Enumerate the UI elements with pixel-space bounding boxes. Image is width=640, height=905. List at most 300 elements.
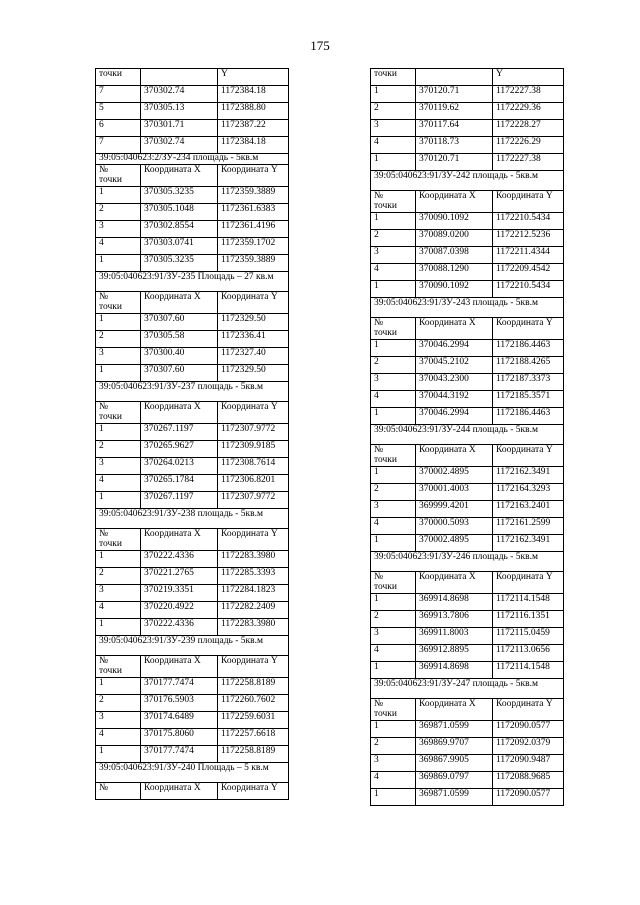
table-row <box>371 391 564 408</box>
coordinate-x: 369999.4201 <box>416 501 493 518</box>
point-number-word: точки <box>374 582 398 592</box>
table-row <box>96 711 289 728</box>
coordinate-y: 1172307.9772 <box>218 423 289 440</box>
coordinate-y: 1172359.3889 <box>218 254 289 271</box>
coordinate-x: 370001.4003 <box>416 484 493 501</box>
point-number: 1 <box>96 254 141 271</box>
point-number-header: № <box>96 782 141 799</box>
coordinate-y: 1172227.38 <box>493 86 564 103</box>
coordinate-y: 1172161.2599 <box>493 518 564 535</box>
point-number-word: точки <box>99 538 123 549</box>
parcel-title-row <box>96 271 289 291</box>
table-row <box>371 357 564 374</box>
coordinate-x-header: Координата X <box>141 291 218 313</box>
coordinate-x-header-empty <box>416 69 493 86</box>
point-number: 4 <box>371 645 416 662</box>
table-row <box>371 662 564 679</box>
coordinate-x: 370120.71 <box>416 154 493 171</box>
table-row <box>371 645 564 662</box>
point-number-header: точки <box>96 69 141 86</box>
coordinate-x: 370117.64 <box>416 120 493 137</box>
coordinate-x: 370307.60 <box>141 313 218 330</box>
coordinate-x: 369912.8895 <box>416 645 493 662</box>
point-number: 2 <box>371 357 416 374</box>
coordinate-x: 370301.71 <box>141 120 218 137</box>
table-row <box>371 518 564 535</box>
table-row <box>371 230 564 247</box>
point-number-symbol: № <box>99 401 109 412</box>
point-number-word: точки <box>99 174 123 185</box>
point-number: 2 <box>371 484 416 501</box>
table-row <box>371 154 564 171</box>
coordinate-x: 370267.1197 <box>141 491 218 508</box>
coordinate-x: 370222.4336 <box>141 618 218 635</box>
coordinate-x: 370000.5093 <box>416 518 493 535</box>
coordinate-x: 370305.13 <box>141 103 218 120</box>
table-row <box>96 618 289 635</box>
table-row <box>96 186 289 203</box>
table-row <box>96 103 289 120</box>
point-number: 3 <box>371 501 416 518</box>
table-header-row <box>96 401 289 423</box>
coordinate-y-header: Координата Y <box>218 291 289 313</box>
coordinate-y: 1172257.6618 <box>218 728 289 745</box>
table-row <box>96 728 289 745</box>
coordinate-y: 1172229.36 <box>493 103 564 120</box>
point-number: 4 <box>371 137 416 154</box>
point-number: 1 <box>371 408 416 425</box>
coordinate-y: 1172188.4265 <box>493 357 564 374</box>
coordinate-x: 370302.8554 <box>141 220 218 237</box>
point-number: 4 <box>96 601 141 618</box>
point-number: 3 <box>96 711 141 728</box>
coordinate-y: 1172186.4463 <box>493 408 564 425</box>
coordinate-x: 370265.1784 <box>141 474 218 491</box>
coordinate-x: 369871.0599 <box>416 721 493 738</box>
point-number-header <box>371 572 416 594</box>
parcel-title-row <box>371 679 564 699</box>
point-number: 3 <box>371 247 416 264</box>
table-row <box>96 347 289 364</box>
point-number: 1 <box>96 313 141 330</box>
coordinate-x: 370177.7474 <box>141 677 218 694</box>
point-number: 1 <box>96 186 141 203</box>
point-number-symbol: № <box>99 528 109 539</box>
point-number: 2 <box>371 103 416 120</box>
coordinate-y: 1172090.0577 <box>493 721 564 738</box>
table-row <box>96 86 289 103</box>
table-header-row <box>371 572 564 594</box>
point-number-word: точки <box>374 328 398 338</box>
coordinate-y: 1172283.3980 <box>218 618 289 635</box>
coordinate-y: 1172114.1548 <box>493 594 564 611</box>
coordinate-y: 1172384.18 <box>218 86 289 103</box>
point-number-word: точки <box>99 411 123 422</box>
table-row <box>96 423 289 440</box>
coordinate-y: 1172162.3491 <box>493 535 564 552</box>
coordinate-y-header: Y <box>493 69 564 86</box>
coordinate-x: 370174.6489 <box>141 711 218 728</box>
parcel-title: 39:05:040623:2/ЗУ-234 площадь - 5кв.м <box>96 154 289 165</box>
right-coordinate-column <box>370 68 564 806</box>
table-row <box>371 264 564 281</box>
coordinate-y: 1172327.40 <box>218 347 289 364</box>
coordinate-y: 1172308.7614 <box>218 457 289 474</box>
point-number-word: точки <box>374 455 398 465</box>
table-row <box>371 281 564 298</box>
coordinate-x: 370267.1197 <box>141 423 218 440</box>
coordinate-x: 370090.1092 <box>416 213 493 230</box>
point-number: 4 <box>371 518 416 535</box>
point-number-symbol: № <box>374 572 384 582</box>
table-row <box>371 535 564 552</box>
point-number: 1 <box>96 423 141 440</box>
parcel-title: 39:05:040623:91/ЗУ-246 площадь - 5кв.м <box>371 552 564 572</box>
coordinate-y-header: Координата Y <box>218 164 289 186</box>
coordinate-y: 1172283.3980 <box>218 550 289 567</box>
coordinate-x: 370221.2765 <box>141 567 218 584</box>
coordinate-x-header: Координата X <box>141 528 218 550</box>
coordinate-y: 1172113.0656 <box>493 645 564 662</box>
coordinate-y: 1172282.2409 <box>218 601 289 618</box>
parcel-title-row <box>371 425 564 445</box>
point-number: 2 <box>96 440 141 457</box>
table-row <box>96 745 289 762</box>
coordinate-y: 1172361.6383 <box>218 203 289 220</box>
point-number: 6 <box>96 120 141 137</box>
coordinate-x: 370265.9627 <box>141 440 218 457</box>
point-number-word: точки <box>374 201 398 211</box>
coordinate-y: 1172187.3373 <box>493 374 564 391</box>
point-number: 4 <box>371 772 416 789</box>
table-row <box>371 137 564 154</box>
point-number: 1 <box>96 550 141 567</box>
coordinate-y: 1172226.29 <box>493 137 564 154</box>
coordinate-x: 370307.60 <box>141 364 218 381</box>
table-row <box>371 408 564 425</box>
table-row <box>371 247 564 264</box>
coordinate-x-header: Координата X <box>141 782 218 799</box>
table-row <box>371 484 564 501</box>
coordinate-x-header: Координата X <box>141 401 218 423</box>
table-row <box>371 501 564 518</box>
point-number: 2 <box>96 330 141 347</box>
point-number: 7 <box>96 86 141 103</box>
coordinate-x: 370302.74 <box>141 137 218 154</box>
coordinate-y: 1172336.41 <box>218 330 289 347</box>
parcel-title: 39:05:040623:91/ЗУ-235 Площадь – 27 кв.м <box>96 271 289 291</box>
point-number-header <box>96 164 141 186</box>
coordinate-y: 1172088.9685 <box>493 772 564 789</box>
coordinate-y: 1172306.8201 <box>218 474 289 491</box>
coordinate-y: 1172227.38 <box>493 154 564 171</box>
parcel-title: 39:05:040623:91/ЗУ-239 площадь - 5кв.м <box>96 635 289 655</box>
table-header-row <box>96 291 289 313</box>
coordinate-x: 370303.0741 <box>141 237 218 254</box>
coordinate-y-header: Координата Y <box>218 782 289 799</box>
parcel-title-row <box>371 298 564 318</box>
table-row <box>371 789 564 806</box>
coordinate-y: 1172329.50 <box>218 364 289 381</box>
coordinate-y-header: Y <box>218 69 289 86</box>
coordinate-y: 1172285.3393 <box>218 567 289 584</box>
table-row <box>371 594 564 611</box>
point-number: 3 <box>371 374 416 391</box>
coordinate-x: 370305.3235 <box>141 186 218 203</box>
coordinate-x: 370175.8060 <box>141 728 218 745</box>
coordinate-y-header: Координата Y <box>493 445 564 467</box>
coordinate-y: 1172116.1351 <box>493 611 564 628</box>
parcel-title-row <box>96 154 289 165</box>
table-row <box>371 86 564 103</box>
point-number: 4 <box>371 391 416 408</box>
coordinate-x: 370176.5903 <box>141 694 218 711</box>
point-number: 4 <box>96 237 141 254</box>
left-coordinate-column <box>95 68 289 800</box>
coordinate-x: 370088.1290 <box>416 264 493 281</box>
coordinate-x: 369914.8698 <box>416 662 493 679</box>
table-row <box>96 220 289 237</box>
coordinate-y: 1172115.0459 <box>493 628 564 645</box>
table-row <box>96 330 289 347</box>
coordinate-x: 370089.0200 <box>416 230 493 247</box>
coordinate-x-header: Координата X <box>416 699 493 721</box>
point-number: 1 <box>371 721 416 738</box>
parcel-title: 39:05:040623:91/ЗУ-238 площадь - 5кв.м <box>96 508 289 528</box>
coordinate-y: 1172092.0379 <box>493 738 564 755</box>
table-row <box>96 491 289 508</box>
coordinate-x: 369913.7806 <box>416 611 493 628</box>
coordinate-x: 370300.40 <box>141 347 218 364</box>
coordinate-x: 370219.3351 <box>141 584 218 601</box>
parcel-title: 39:05:040623:91/ЗУ-247 площадь - 5кв.м <box>371 679 564 699</box>
point-number-symbol: № <box>99 291 109 302</box>
table-row <box>371 340 564 357</box>
coordinate-y: 1172210.5434 <box>493 281 564 298</box>
point-number-word: точки <box>374 709 398 719</box>
coordinate-x: 370046.2994 <box>416 408 493 425</box>
point-number-header <box>371 445 416 467</box>
coordinate-x: 370302.74 <box>141 86 218 103</box>
table-row <box>371 103 564 120</box>
point-number: 1 <box>96 491 141 508</box>
coordinate-x: 370120.71 <box>416 86 493 103</box>
point-number: 1 <box>371 789 416 806</box>
table-row <box>96 203 289 220</box>
coordinate-x: 370046.2994 <box>416 340 493 357</box>
point-number-symbol: № <box>374 318 384 328</box>
table-row <box>96 364 289 381</box>
table-row <box>371 374 564 391</box>
point-number-header <box>96 655 141 677</box>
parcel-title-row <box>96 762 289 782</box>
table-row <box>96 237 289 254</box>
coordinate-y: 1172090.9487 <box>493 755 564 772</box>
table-row <box>96 677 289 694</box>
table-row <box>371 738 564 755</box>
coordinate-x-header: Координата X <box>141 655 218 677</box>
left-coordinate-table <box>95 68 289 800</box>
coordinate-y: 1172090.0577 <box>493 789 564 806</box>
parcel-title: 39:05:040623:91/ЗУ-243 площадь - 5кв.м <box>371 298 564 318</box>
coordinate-x: 370087.0398 <box>416 247 493 264</box>
table-header-row <box>96 528 289 550</box>
point-number: 2 <box>371 738 416 755</box>
point-number-word: точки <box>99 301 123 312</box>
coordinate-x-header: Координата X <box>416 191 493 213</box>
coordinate-y: 1172284.1823 <box>218 584 289 601</box>
point-number: 2 <box>371 611 416 628</box>
parcel-title-row <box>96 381 289 401</box>
table-header-row <box>96 782 289 799</box>
coordinate-y: 1172259.6031 <box>218 711 289 728</box>
coordinate-x-header: Координата X <box>141 164 218 186</box>
point-number: 1 <box>371 154 416 171</box>
right-coordinate-table <box>370 68 564 806</box>
parcel-title-row <box>371 171 564 191</box>
coordinate-x: 369869.9707 <box>416 738 493 755</box>
table-row <box>96 694 289 711</box>
coordinate-y-header: Координата Y <box>218 401 289 423</box>
point-number: 1 <box>371 467 416 484</box>
coordinate-x: 370002.4895 <box>416 467 493 484</box>
coordinate-y: 1172388.80 <box>218 103 289 120</box>
coordinate-y-header: Координата Y <box>493 699 564 721</box>
coordinate-x: 369871.0599 <box>416 789 493 806</box>
coordinate-x: 369911.8003 <box>416 628 493 645</box>
coordinate-x: 370305.3235 <box>141 254 218 271</box>
parcel-title-row <box>371 552 564 572</box>
point-number: 1 <box>96 364 141 381</box>
point-number: 1 <box>371 213 416 230</box>
table-row <box>96 137 289 154</box>
parcel-title: 39:05:040623:91/ЗУ-242 площадь - 5кв.м <box>371 171 564 191</box>
point-number: 1 <box>371 594 416 611</box>
table-row <box>371 213 564 230</box>
coordinate-x: 370220.4922 <box>141 601 218 618</box>
point-number: 1 <box>96 677 141 694</box>
coordinate-y: 1172164.3293 <box>493 484 564 501</box>
table-row <box>371 772 564 789</box>
point-number: 1 <box>371 535 416 552</box>
coordinate-y: 1172260.7602 <box>218 694 289 711</box>
table-header-row <box>371 699 564 721</box>
coordinate-y: 1172163.2401 <box>493 501 564 518</box>
table-row <box>96 440 289 457</box>
coordinate-x: 370045.2102 <box>416 357 493 374</box>
point-number: 3 <box>96 347 141 364</box>
table-row <box>371 611 564 628</box>
table-header-row <box>96 164 289 186</box>
point-number: 2 <box>96 694 141 711</box>
page-number: 175 <box>310 38 330 53</box>
point-number: 3 <box>371 628 416 645</box>
table-row <box>96 313 289 330</box>
table-row <box>96 474 289 491</box>
point-number-header <box>96 291 141 313</box>
coordinate-x: 369914.8698 <box>416 594 493 611</box>
coordinate-y: 1172212.5236 <box>493 230 564 247</box>
coordinate-x: 370119.62 <box>416 103 493 120</box>
table-header-row <box>371 191 564 213</box>
table-row <box>96 254 289 271</box>
point-number: 2 <box>96 567 141 584</box>
coordinate-y: 1172162.3491 <box>493 467 564 484</box>
coordinate-y-header: Координата Y <box>493 318 564 340</box>
coordinate-y-header: Координата Y <box>218 655 289 677</box>
point-number: 1 <box>371 281 416 298</box>
table-row <box>371 755 564 772</box>
point-number-header: точки <box>371 69 416 86</box>
point-number-header <box>96 401 141 423</box>
table-row <box>96 120 289 137</box>
point-number-symbol: № <box>99 164 109 175</box>
coordinate-y: 1172210.5434 <box>493 213 564 230</box>
table-row <box>96 550 289 567</box>
parcel-title: 39:05:040623:91/ЗУ-244 площадь - 5кв.м <box>371 425 564 445</box>
coordinate-y: 1172309.9185 <box>218 440 289 457</box>
coordinate-x: 370118.73 <box>416 137 493 154</box>
point-number: 2 <box>371 230 416 247</box>
point-number-header <box>371 318 416 340</box>
table-row <box>96 584 289 601</box>
point-number: 2 <box>96 203 141 220</box>
coordinate-y: 1172359.3889 <box>218 186 289 203</box>
coordinate-y: 1172258.8189 <box>218 745 289 762</box>
table-header-row <box>96 655 289 677</box>
coordinate-y: 1172209.4542 <box>493 264 564 281</box>
table-header-row-continued <box>371 69 564 86</box>
point-number: 1 <box>371 340 416 357</box>
table-header-row-continued <box>96 69 289 86</box>
coordinate-y: 1172387.22 <box>218 120 289 137</box>
parcel-title: 39:05:040623:91/ЗУ-237 площадь - 5кв.м <box>96 381 289 401</box>
coordinate-y: 1172329.50 <box>218 313 289 330</box>
point-number: 3 <box>371 755 416 772</box>
coordinate-y: 1172359.1702 <box>218 237 289 254</box>
coordinate-y: 1172307.9772 <box>218 491 289 508</box>
coordinate-x: 370264.0213 <box>141 457 218 474</box>
coordinate-y-header: Координата Y <box>493 572 564 594</box>
table-row <box>371 628 564 645</box>
coordinate-y: 1172258.8189 <box>218 677 289 694</box>
coordinate-x-header: Координата X <box>416 318 493 340</box>
point-number: 4 <box>371 264 416 281</box>
coordinate-x: 370090.1092 <box>416 281 493 298</box>
coordinate-x-header-empty <box>141 69 218 86</box>
point-number: 1 <box>96 618 141 635</box>
coordinate-y: 1172185.3571 <box>493 391 564 408</box>
coordinate-y: 1172384.18 <box>218 137 289 154</box>
table-row <box>371 467 564 484</box>
point-number-symbol: № <box>374 191 384 201</box>
coordinate-x-header: Координата X <box>416 572 493 594</box>
coordinate-x: 370305.1048 <box>141 203 218 220</box>
coordinate-y-header: Координата Y <box>493 191 564 213</box>
point-number-header <box>96 528 141 550</box>
point-number: 1 <box>371 86 416 103</box>
coordinate-x: 369867.9905 <box>416 755 493 772</box>
point-number: 1 <box>96 745 141 762</box>
coordinate-y: 1172186.4463 <box>493 340 564 357</box>
parcel-title-row <box>96 508 289 528</box>
point-number: 3 <box>96 584 141 601</box>
table-header-row <box>371 318 564 340</box>
coordinate-x: 370305.58 <box>141 330 218 347</box>
point-number: 4 <box>96 474 141 491</box>
parcel-title-row <box>96 635 289 655</box>
coordinate-x: 370043.2300 <box>416 374 493 391</box>
